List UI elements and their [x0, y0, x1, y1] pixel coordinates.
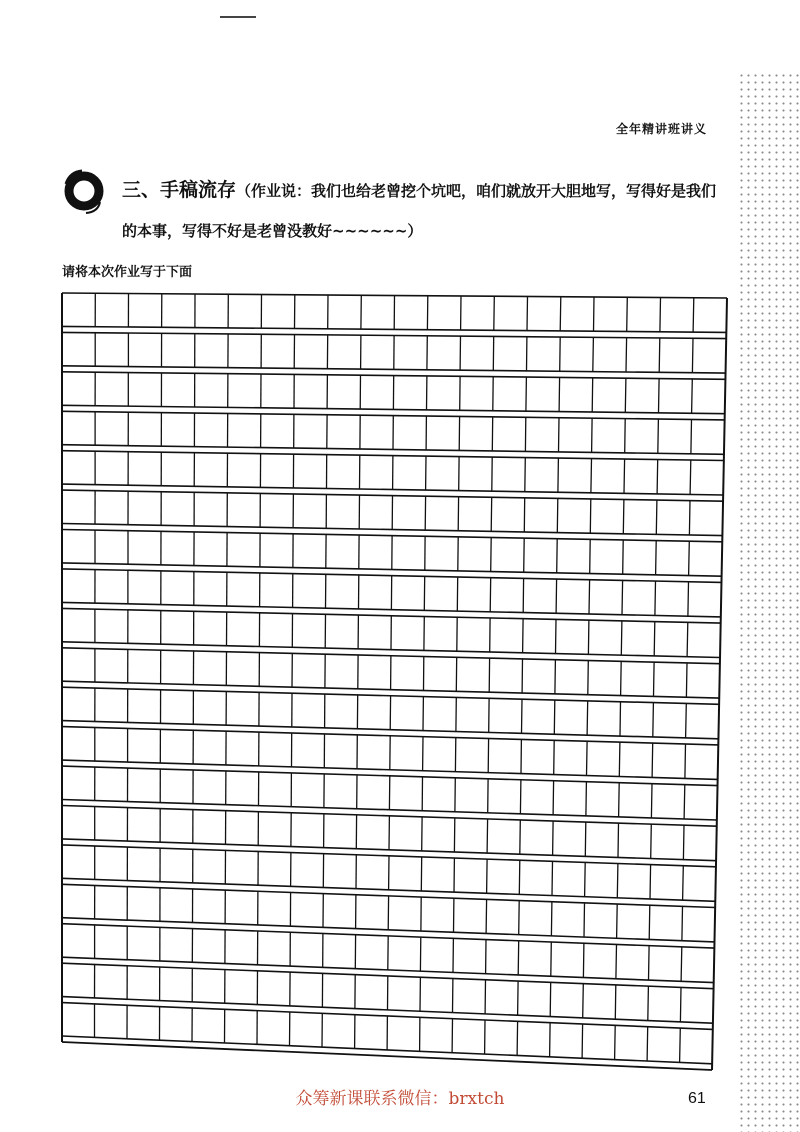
grid-cell-divider [554, 700, 555, 734]
grid-cell-divider [649, 946, 650, 980]
grid-cell-divider [594, 297, 595, 331]
grid-cell-divider [588, 620, 589, 654]
grid-cell-divider [587, 701, 588, 735]
grid-cell-divider [693, 298, 694, 332]
grid-cell-divider [657, 460, 658, 494]
grid-cell-divider [583, 943, 584, 977]
grid-cell-divider [685, 744, 686, 778]
grid-cell-divider [519, 901, 520, 935]
grid-cell-divider [556, 579, 557, 613]
grid-cell-divider [619, 783, 620, 817]
grid-cell-divider [680, 1028, 681, 1062]
grid-cell-divider [550, 982, 551, 1016]
grid-cell-divider [652, 743, 653, 777]
grid-cell-divider [559, 418, 560, 452]
grid-cell-divider [519, 860, 520, 894]
grid-cell-divider [553, 821, 554, 855]
grid-cell-divider [615, 985, 616, 1019]
grid-cell-divider [618, 823, 619, 857]
grid-cell-divider [550, 1023, 551, 1057]
grid-cell-divider [623, 500, 624, 534]
grid-cell-divider [526, 377, 527, 411]
grid-cell-divider [494, 296, 495, 330]
grid-cell-divider [686, 663, 687, 697]
grid-cell-divider [626, 338, 627, 372]
grid-cell-divider [587, 741, 588, 775]
grid-cell-divider [659, 379, 660, 413]
grid-cell-divider [552, 861, 553, 895]
grid-cell-divider [621, 661, 622, 695]
grid-cell-divider [557, 498, 558, 532]
grid-cell-divider [627, 297, 628, 331]
grid-cell-divider [651, 824, 652, 858]
grid-cell-divider [622, 580, 623, 614]
grid-cell-divider [690, 460, 691, 494]
grid-cell-divider [692, 338, 693, 372]
grid-cell-divider [688, 582, 689, 616]
grid-cell-divider [616, 944, 617, 978]
grid-cell-divider [560, 297, 561, 331]
grid-cell-divider [682, 906, 683, 940]
grid-cell-divider [649, 905, 650, 939]
grid-cell-divider [689, 501, 690, 535]
grid-cell-divider [520, 820, 521, 854]
section-description-1: （作业说：我们也给老曾挖个坑吧，咱们就放开大胆地写，写得好是我们 [236, 182, 717, 200]
grid-cell-divider [582, 1024, 583, 1058]
grid-cell-divider [683, 825, 684, 859]
page-number: 61 [688, 1090, 706, 1107]
section-description-2: 的本事，写得不好是老曾没教好~~~~~~） [122, 222, 423, 240]
grid-cell-divider [486, 899, 487, 933]
grid-cell-divider [653, 703, 654, 737]
grid-cell-divider [658, 419, 659, 453]
grid-cell-divider [553, 781, 554, 815]
grid-cell-divider [687, 622, 688, 656]
grid-cell-divider [617, 904, 618, 938]
grid-cell-divider [592, 418, 593, 452]
grid-cell-divider [557, 539, 558, 573]
grid-cell-divider [689, 541, 690, 575]
grid-cell-divider [660, 298, 661, 332]
grid-cell-divider [584, 903, 585, 937]
grid-cell-divider [656, 500, 657, 534]
grid-cell-divider [520, 780, 521, 814]
grid-cell-divider [490, 578, 491, 612]
grid-cell-divider [555, 660, 556, 694]
grid-cell-divider [586, 782, 587, 816]
grid-cell-divider [551, 902, 552, 936]
grid-cell-divider [585, 863, 586, 897]
grid-cell-divider [692, 379, 693, 413]
grid-cell-divider [592, 378, 593, 412]
grid-cell-divider [681, 947, 682, 981]
grid-cell-divider [585, 822, 586, 856]
instruction-text: 请将本次作业写于下面 [62, 265, 193, 280]
grid-cell-divider [583, 984, 584, 1018]
grid-cell-divider [588, 661, 589, 695]
grid-cell-divider [656, 541, 657, 575]
grid-cell-divider [684, 785, 685, 819]
grid-cell-divider [590, 499, 591, 533]
grid-cell-divider [619, 742, 620, 776]
grid-cell-divider [518, 981, 519, 1015]
grid-cell-divider [518, 941, 519, 975]
grid-cell-divider [655, 581, 656, 615]
section-title: 三、手稿流存 [122, 179, 237, 201]
grid-cell-divider [621, 621, 622, 655]
grid-cell-divider [659, 338, 660, 372]
grid-cell-divider [647, 1027, 648, 1061]
grid-cell-divider [487, 859, 488, 893]
grid-cell-divider [625, 419, 626, 453]
grid-cell-divider [654, 622, 655, 656]
grid-cell-divider [560, 337, 561, 371]
grid-cell-divider [593, 337, 594, 371]
grid-cell-divider [524, 538, 525, 572]
grid-cell-divider [623, 540, 624, 574]
watermark: 众筹新课联系微信：brxtch [295, 1089, 505, 1109]
grid-cell-divider [591, 459, 592, 493]
grid-cell-divider [527, 297, 528, 331]
grid-cell-divider [487, 819, 488, 853]
grid-cell-divider [525, 458, 526, 492]
grid-cell-divider [620, 702, 621, 736]
grid-cell-divider [680, 988, 681, 1022]
running-header: 全年精讲班讲义 [616, 122, 708, 136]
grid-cell-divider [522, 699, 523, 733]
grid-cell-divider [650, 865, 651, 899]
grid-cell-divider [651, 784, 652, 818]
grid-cell-divider [554, 740, 555, 774]
grid-cell-divider [683, 866, 684, 900]
grid-cell-divider [691, 420, 692, 454]
grid-cell-divider [686, 704, 687, 738]
grid-cell-divider [625, 378, 626, 412]
grid-cell-divider [556, 619, 557, 653]
grid-cell-divider [589, 580, 590, 614]
grid-cell-divider [648, 986, 649, 1020]
grid-cell-divider [491, 497, 492, 531]
grid-cell-divider [558, 458, 559, 492]
grid-cell-divider [615, 1025, 616, 1059]
grid-cell-divider [559, 377, 560, 411]
grid-cell-divider [517, 1021, 518, 1055]
grid-cell-divider [654, 662, 655, 696]
grid-cell-divider [491, 538, 492, 572]
grid-cell-divider [551, 942, 552, 976]
grid-cell-divider [617, 864, 618, 898]
grid-cell-divider [590, 539, 591, 573]
grid-cell-divider [523, 619, 524, 653]
grid-cell-divider [624, 459, 625, 493]
